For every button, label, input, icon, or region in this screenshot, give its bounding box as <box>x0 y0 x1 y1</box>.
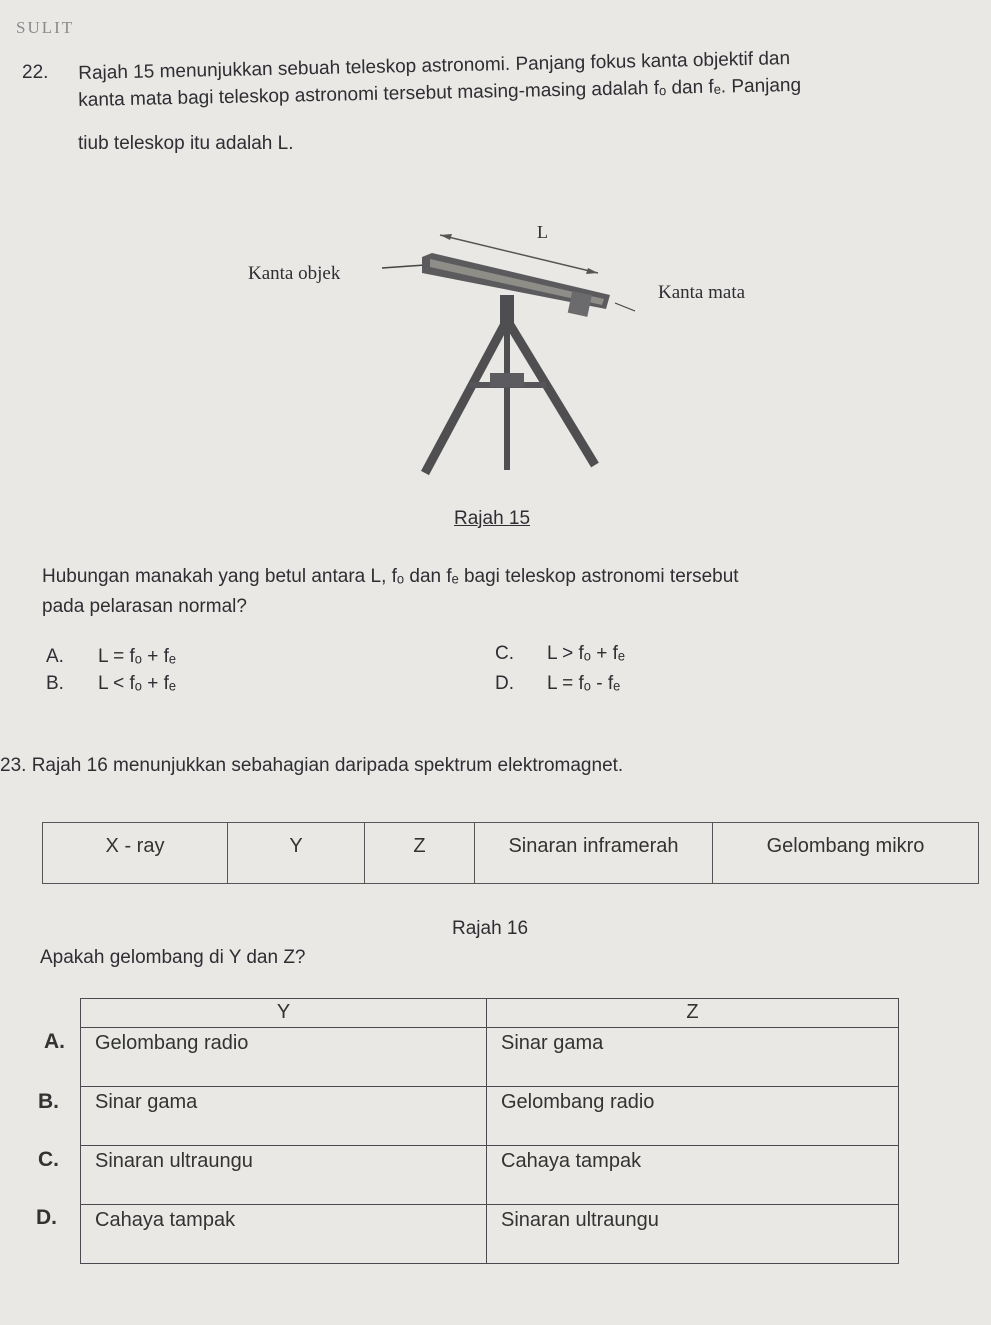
question-22-prompt-line-2: pada pelarasan normal? <box>42 596 247 617</box>
question-22-prompt-line-1: Hubungan manakah yang betul antara L, fₒ dan fₑ bagi teleskop astronomi tersebut <box>42 566 739 587</box>
answer-row-a[interactable] <box>81 1028 899 1087</box>
question-23-line <box>0 752 623 779</box>
figure-label-objective-lens: Kanta objek <box>248 263 341 284</box>
question-22-line-2: kanta mata bagi teleskop astronomi tersebut masing-masing adalah fₒ dan fₑ. Panjang <box>78 74 802 111</box>
answer-cell-y: Sinaran ultraungu <box>81 1146 487 1205</box>
spectrum-cell-infrared: Sinaran inframerah <box>475 823 713 884</box>
option-text: L > fₒ + fₑ <box>547 643 625 664</box>
answer-row-d[interactable] <box>81 1205 899 1264</box>
question-23-prompt: Apakah gelombang di Y dan Z? <box>40 947 306 968</box>
question-22-number: 22. <box>22 62 49 83</box>
spectrum-cell-z: Z <box>365 823 475 884</box>
question-23-text: Rajah 16 menunjukkan sebahagian daripada spektrum elektromagnet. <box>31 755 624 776</box>
figure-caption-rajah-15: Rajah 15 <box>454 508 531 529</box>
option-c[interactable] <box>495 643 625 665</box>
spectrum-row <box>43 823 979 884</box>
page-header: SULIT <box>16 18 75 37</box>
answer-header-z: Z <box>487 999 899 1028</box>
option-letter: C. <box>495 643 514 664</box>
answer-cell-z: Cahaya tampak <box>487 1146 899 1205</box>
option-text: L = fₒ + fₑ <box>98 646 176 667</box>
answer-cell-y: Sinar gama <box>81 1087 487 1146</box>
answer-table <box>80 998 899 1264</box>
answer-row-c[interactable] <box>81 1146 899 1205</box>
option-b[interactable] <box>46 673 176 695</box>
spectrum-cell-xray: X - ray <box>43 823 228 884</box>
question-22-line-1: Rajah 15 menunjukkan sebuah teleskop astronomi. Panjang fokus kanta objektif dan <box>78 48 791 84</box>
answer-header-y: Y <box>81 999 487 1028</box>
answer-letter-a: A. <box>44 1030 65 1053</box>
answer-cell-y: Cahaya tampak <box>81 1205 487 1264</box>
figure-label-eyepiece-lens: Kanta mata <box>658 282 746 303</box>
answer-row-b[interactable] <box>81 1087 899 1146</box>
spectrum-cell-microwave: Gelombang mikro <box>713 823 979 884</box>
option-text: L = fₒ - fₑ <box>547 673 621 694</box>
answer-cell-z: Sinaran ultraungu <box>487 1205 899 1264</box>
option-d[interactable] <box>495 673 620 695</box>
option-letter: A. <box>46 646 64 667</box>
option-letter: B. <box>46 673 64 694</box>
question-23-number: 23. <box>0 755 27 776</box>
figure-caption-rajah-16: Rajah 16 <box>452 918 529 939</box>
answer-letter-b: B. <box>38 1090 59 1113</box>
answer-cell-z: Sinar gama <box>487 1028 899 1087</box>
spectrum-table <box>42 822 979 884</box>
telescope-diagram <box>360 225 660 480</box>
answer-cell-z: Gelombang radio <box>487 1087 899 1146</box>
option-a[interactable] <box>46 646 176 668</box>
question-22-line-3: tiub teleskop itu adalah L. <box>78 133 294 154</box>
option-text: L < fₒ + fₑ <box>98 673 176 694</box>
figure-label-L: L <box>537 222 548 242</box>
answer-table-header <box>81 999 899 1028</box>
option-letter: D. <box>495 673 514 694</box>
spectrum-cell-y: Y <box>228 823 365 884</box>
answer-letter-d: D. <box>36 1206 57 1229</box>
answer-letter-c: C. <box>38 1148 59 1171</box>
answer-cell-y: Gelombang radio <box>81 1028 487 1087</box>
